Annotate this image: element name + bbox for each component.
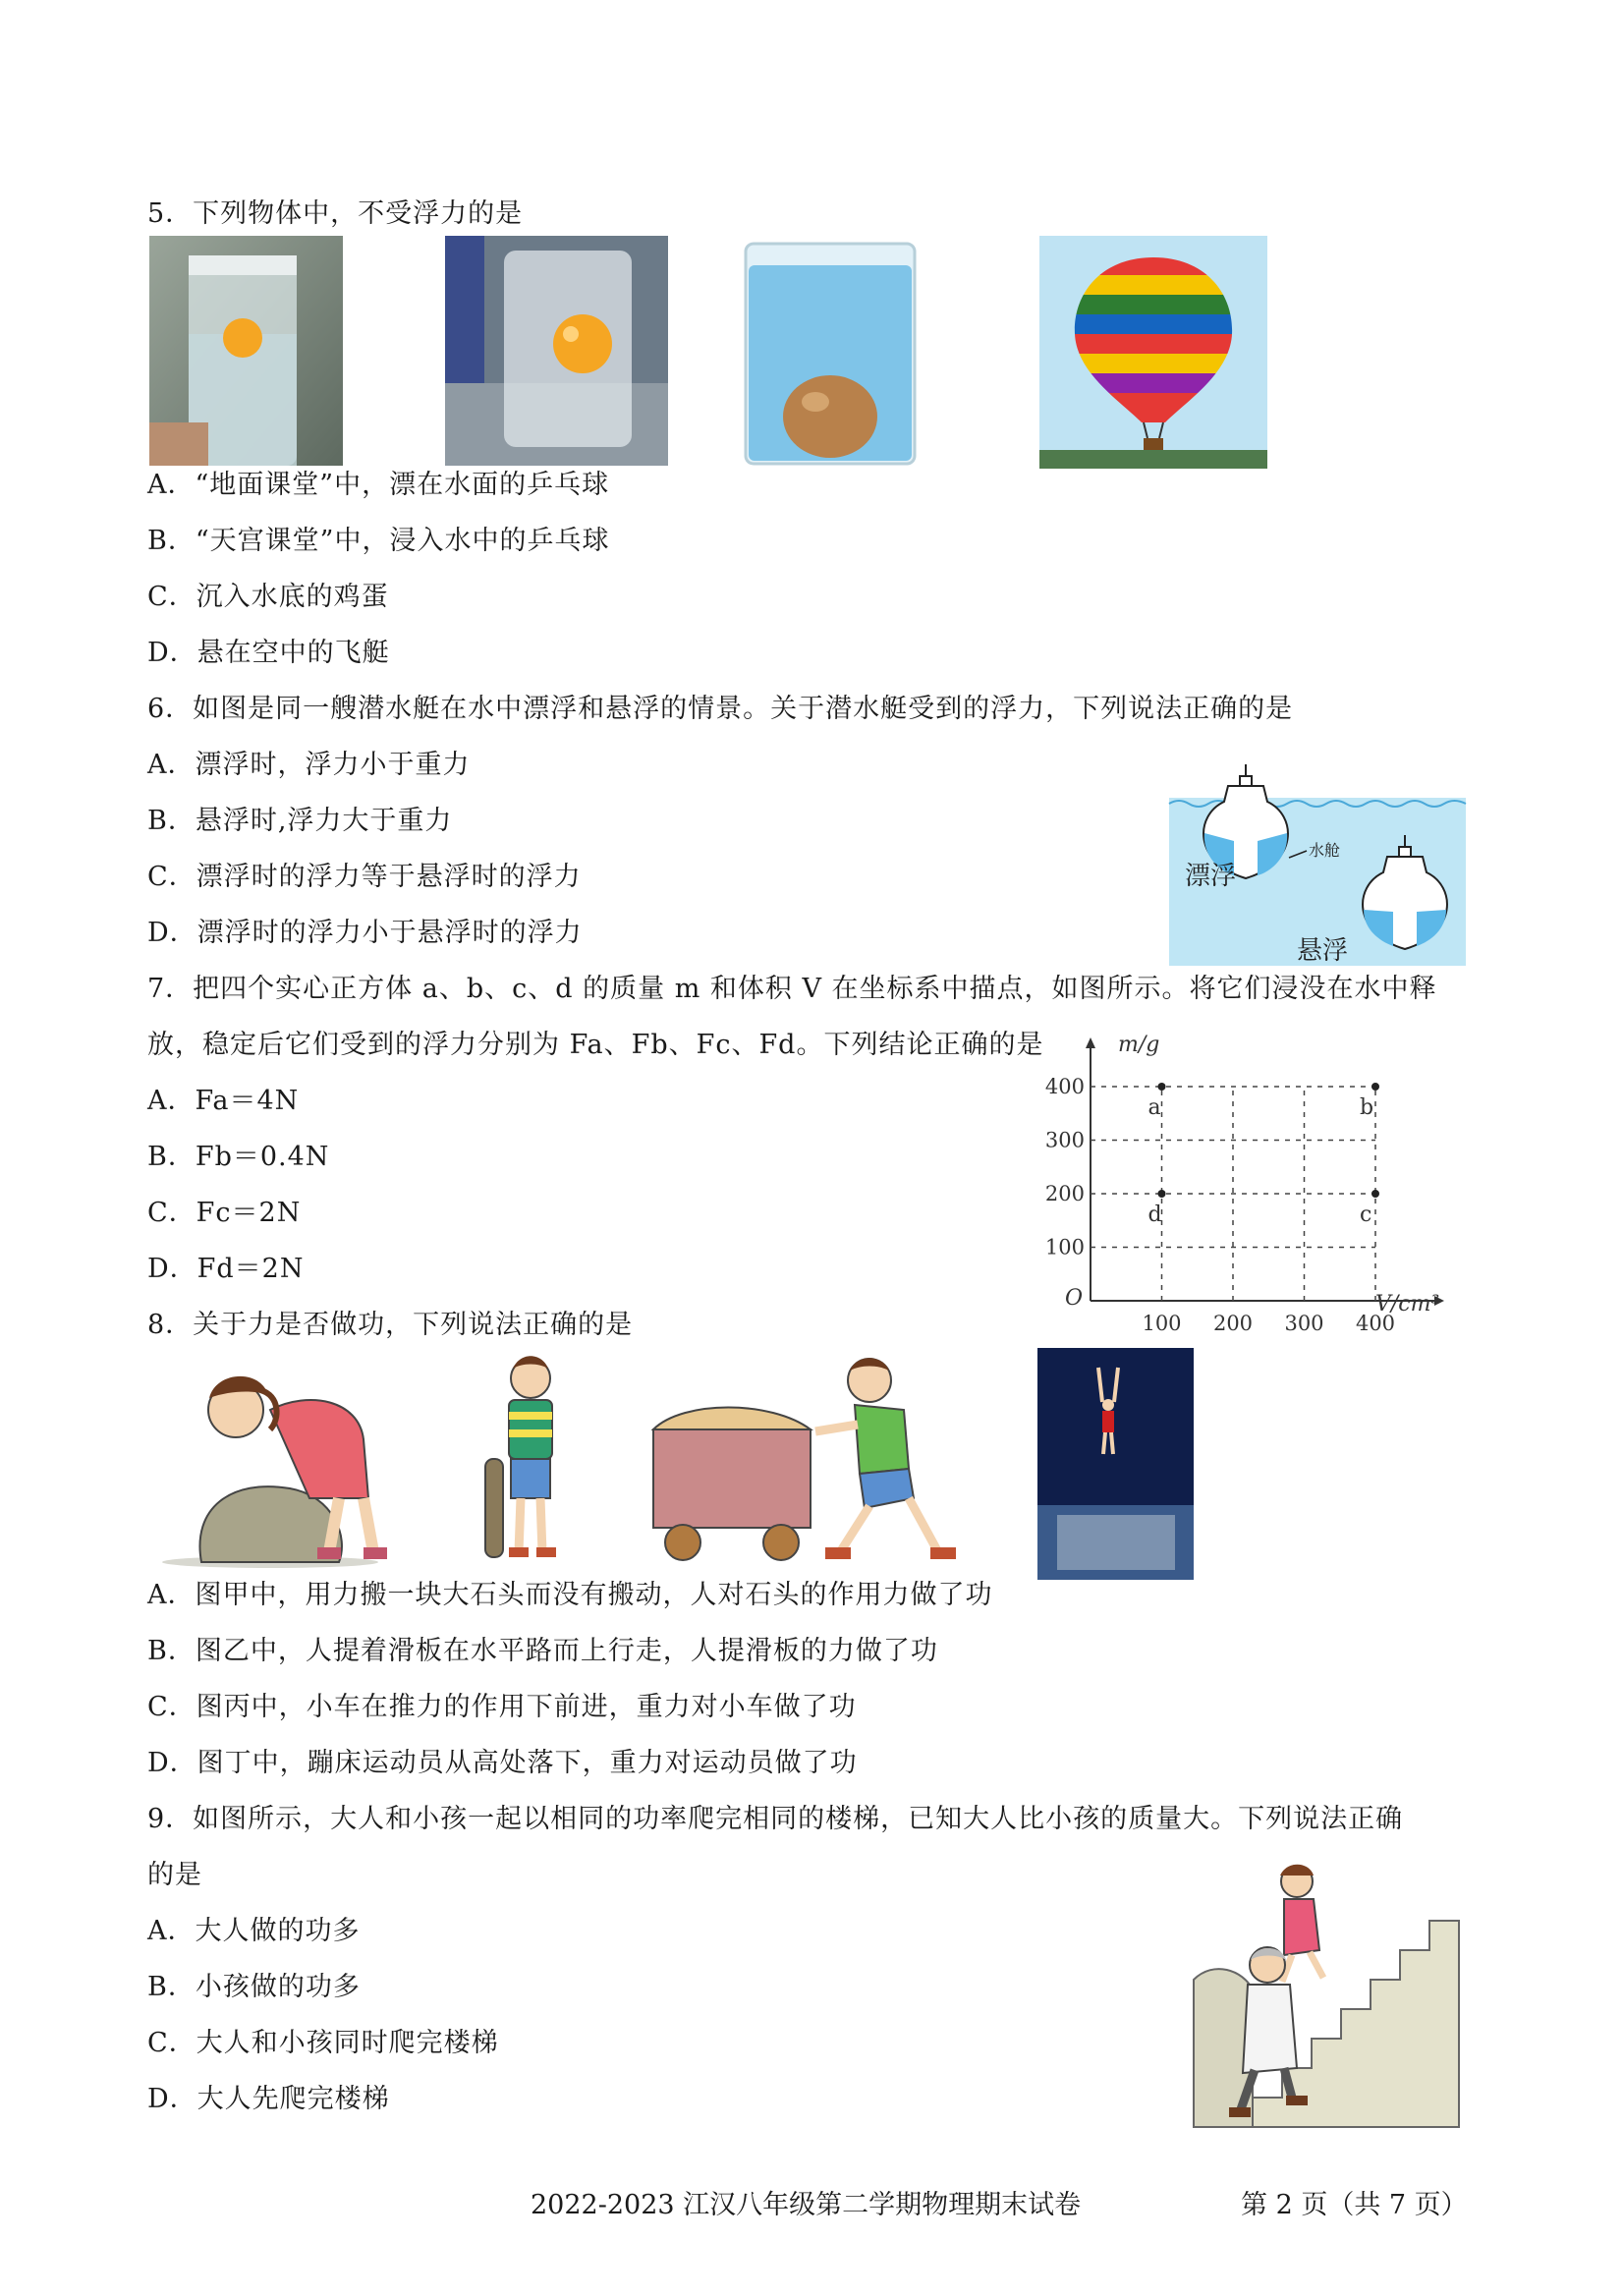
q6-float-label: 漂浮 [1185, 862, 1237, 891]
q6-submarine-figure [1169, 764, 1466, 966]
q5-option-d: D．悬在空中的飞艇 [147, 638, 390, 668]
q5-figure-b-ping-pong-space [445, 236, 668, 466]
q7-origin-label: O [1064, 1286, 1083, 1311]
q9-stem-line1: 9．如图所示，大人和小孩一起以相同的功率爬完相同的楼梯，已知大人比小孩的质量大。下列说法正确 [147, 1804, 1404, 1834]
footer-title: 2022-2023 江汉八年级第二学期物理期末试卷 [531, 2190, 1082, 2220]
q7-y-axis-label: m/g [1118, 1033, 1160, 1057]
q7-option-d: D．Fd＝2N [147, 1254, 305, 1284]
q9-option-d: D．大人先爬完楼梯 [147, 2084, 390, 2114]
q7-x-tick-label: 200 [1212, 1312, 1254, 1335]
q7-x-tick-label: 300 [1284, 1312, 1324, 1335]
q8-figure-jia-lifting-stone [162, 1351, 418, 1572]
q5-stem: 5．下列物体中，不受浮力的是 [147, 198, 524, 229]
q7-x-tick-label: 100 [1142, 1312, 1182, 1335]
q8-option-a: A．图甲中，用力搬一块大石头而没有搬动，人对石头的作用力做了功 [147, 1580, 993, 1610]
q6-option-b: B．悬浮时,浮力大于重力 [147, 806, 453, 836]
q5-figure-c-egg-beaker [742, 240, 919, 468]
q9-stem-line2: 的是 [147, 1860, 202, 1890]
q8-stem: 8．关于力是否做功，下列说法正确的是 [147, 1310, 634, 1340]
q7-point-a [1158, 1083, 1166, 1091]
q7-point-c [1371, 1190, 1379, 1198]
q7-point-b [1371, 1083, 1379, 1091]
q9-option-a: A．大人做的功多 [147, 1916, 361, 1946]
q5-option-c: C．沉入水底的鸡蛋 [147, 582, 389, 612]
child-icon [1280, 1865, 1323, 1982]
q5-option-a: A．“地面课堂”中，漂在水面的乒乓球 [147, 470, 610, 500]
q7-y-tick-label: 200 [1044, 1182, 1085, 1205]
q6-option-c: C．漂浮时的浮力等于悬浮时的浮力 [147, 862, 582, 892]
q7-point-label-a: a [1147, 1095, 1161, 1120]
q7-option-a: A．Fa＝4N [147, 1086, 300, 1116]
q6-tank-label: 水舱 [1309, 841, 1341, 860]
q8-figure-ding-trampoline [1037, 1348, 1194, 1580]
q5-figure-a-ping-pong-ground [149, 236, 343, 466]
q7-point-label-b: b [1360, 1095, 1374, 1120]
q7-point-d [1158, 1190, 1166, 1198]
q7-option-c: C．Fc＝2N [147, 1198, 302, 1228]
q7-stem-line2: 放，稳定后它们受到的浮力分别为 Fa、Fb、Fc、Fd。下列结论正确的是 [147, 1030, 1044, 1060]
q9-stairs-figure [1194, 1862, 1479, 2137]
q6-stem: 6．如图是同一艘潜水艇在水中漂浮和悬浮的情景。关于潜水艇受到的浮力，下列说法正确的是 [147, 694, 1294, 724]
q6-option-d: D．漂浮时的浮力小于悬浮时的浮力 [147, 918, 583, 948]
q6-option-a: A．漂浮时，浮力小于重力 [147, 750, 471, 780]
q7-y-tick-label: 100 [1044, 1235, 1085, 1260]
q7-point-label-d: d [1147, 1203, 1162, 1227]
q7-x-tick-label: 400 [1355, 1312, 1396, 1335]
q7-point-label-c: c [1360, 1203, 1372, 1227]
q7-y-tick-label: 300 [1044, 1128, 1085, 1152]
q7-mass-volume-graph [1044, 1022, 1464, 1336]
q7-y-tick-label: 400 [1044, 1075, 1085, 1098]
q8-figure-bing-pushing-cart [644, 1351, 997, 1572]
q8-option-b: B．图乙中，人提着滑板在水平路而上行走，人提滑板的力做了功 [147, 1636, 938, 1666]
q5-option-b: B．“天宫课堂”中，浸入水中的乒乓球 [147, 526, 610, 556]
q9-option-b: B．小孩做的功多 [147, 1972, 361, 2002]
q7-stem-line1: 7．把四个实心正方体 a、b、c、d 的质量 m 和体积 V 在坐标系中描点，如图所示。将它们浸没在水中释 [147, 974, 1437, 1004]
q7-option-b: B．Fb＝0.4N [147, 1142, 330, 1172]
q6-suspend-label: 悬浮 [1297, 936, 1349, 966]
q5-figure-d-hot-air-balloon [1039, 236, 1267, 469]
q7-x-axis-label: V/cm³ [1375, 1292, 1440, 1316]
q8-figure-yi-carrying-skateboard [481, 1351, 580, 1572]
q8-option-c: C．图丙中，小车在推力的作用下前进，重力对小车做了功 [147, 1692, 857, 1722]
q9-option-c: C．大人和小孩同时爬完楼梯 [147, 2028, 499, 2058]
q8-option-d: D．图丁中，蹦床运动员从高处落下，重力对运动员做了功 [147, 1748, 858, 1778]
footer-page-number: 第 2 页（共 7 页） [1241, 2190, 1468, 2220]
